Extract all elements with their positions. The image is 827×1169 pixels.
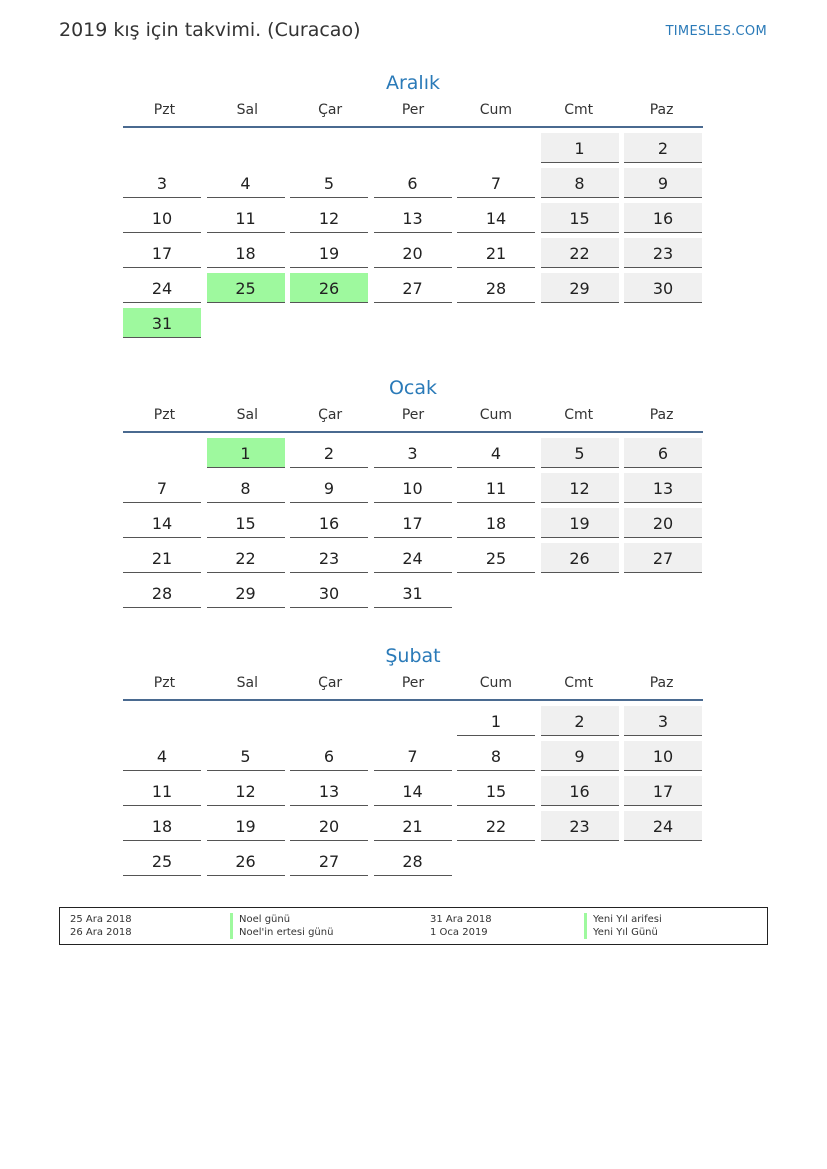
day-cell[interactable]: 24 (624, 811, 702, 841)
legend-name: Yeni Yıl arifesi (584, 913, 662, 926)
day-cell[interactable]: 19 (541, 508, 619, 538)
weekday-label: Per (401, 675, 425, 691)
day-cell[interactable]: 23 (290, 543, 368, 573)
weekday-label: Sal (236, 675, 258, 691)
weekday-label: Paz (649, 102, 674, 118)
weekday-label: Cum (479, 675, 513, 691)
day-cell[interactable]: 5 (290, 168, 368, 198)
day-cell[interactable]: 4 (207, 168, 285, 198)
day-cell[interactable]: 9 (541, 741, 619, 771)
day-cell[interactable]: 4 (457, 438, 535, 468)
day-cell[interactable]: 1 (541, 133, 619, 163)
day-cell[interactable]: 29 (541, 273, 619, 303)
day-cell[interactable]: 16 (624, 203, 702, 233)
day-cell[interactable]: 3 (123, 168, 201, 198)
weekday-label: Çar (318, 675, 343, 691)
weekday-label: Pzt (153, 407, 176, 423)
day-cell[interactable]: 4 (123, 741, 201, 771)
empty-day-cell (123, 706, 201, 736)
weekday-label: Per (401, 407, 425, 423)
legend-date: 31 Ara 2018 (430, 914, 492, 925)
day-cell[interactable]: 15 (457, 776, 535, 806)
day-cell[interactable]: 23 (624, 238, 702, 268)
day-cell[interactable]: 11 (207, 203, 285, 233)
day-cell[interactable]: 6 (290, 741, 368, 771)
day-cell[interactable]: 20 (624, 508, 702, 538)
weekday-label: Per (401, 102, 425, 118)
day-cell[interactable]: 31 (374, 578, 452, 608)
day-cell[interactable]: 5 (541, 438, 619, 468)
month-block (123, 373, 703, 608)
empty-day-cell (207, 706, 285, 736)
day-cell[interactable]: 20 (374, 238, 452, 268)
legend-date: 1 Oca 2019 (430, 927, 488, 938)
day-cell[interactable]: 30 (290, 578, 368, 608)
day-cell[interactable]: 12 (290, 203, 368, 233)
day-cell[interactable]: 13 (624, 473, 702, 503)
month-name: Şubat (385, 645, 441, 667)
day-cell[interactable]: 17 (374, 508, 452, 538)
day-cell[interactable]: 11 (123, 776, 201, 806)
day-cell[interactable]: 21 (374, 811, 452, 841)
day-grid (123, 133, 703, 338)
day-cell[interactable]: 24 (123, 273, 201, 303)
legend-name: Noel günü (230, 913, 290, 926)
weekday-header (123, 403, 703, 433)
day-cell[interactable]: 8 (207, 473, 285, 503)
day-cell[interactable]: 28 (374, 846, 452, 876)
empty-day-cell (374, 706, 452, 736)
day-cell[interactable]: 13 (374, 203, 452, 233)
day-cell[interactable]: 10 (374, 473, 452, 503)
legend-name: Noel'in ertesi günü (230, 926, 333, 939)
day-cell[interactable]: 14 (457, 203, 535, 233)
day-cell[interactable]: 26 (541, 543, 619, 573)
day-cell[interactable]: 17 (123, 238, 201, 268)
day-cell[interactable]: 12 (541, 473, 619, 503)
day-cell[interactable]: 3 (374, 438, 452, 468)
day-cell[interactable]: 2 (541, 706, 619, 736)
day-cell[interactable]: 3 (624, 706, 702, 736)
day-cell[interactable]: 27 (290, 846, 368, 876)
month-name: Ocak (388, 377, 438, 399)
weekday-label: Pzt (153, 102, 176, 118)
weekday-label: Cum (479, 407, 513, 423)
empty-day-cell (374, 133, 452, 163)
day-cell[interactable]: 14 (123, 508, 201, 538)
day-cell[interactable]: 6 (374, 168, 452, 198)
day-cell[interactable]: 1 (207, 438, 285, 468)
day-cell[interactable]: 28 (457, 273, 535, 303)
weekday-label: Paz (649, 675, 674, 691)
day-cell[interactable]: 15 (541, 203, 619, 233)
weekday-header (123, 671, 703, 701)
empty-day-cell (290, 706, 368, 736)
weekday-label: Çar (318, 407, 343, 423)
page-title: 2019 kış için takvimi. (Curacao) (59, 19, 361, 41)
day-cell[interactable]: 24 (374, 543, 452, 573)
day-cell[interactable]: 7 (457, 168, 535, 198)
day-cell[interactable]: 21 (123, 543, 201, 573)
weekday-label: Pzt (153, 675, 176, 691)
day-cell[interactable]: 30 (624, 273, 702, 303)
day-cell[interactable]: 26 (207, 846, 285, 876)
day-cell[interactable]: 31 (123, 308, 201, 338)
day-cell[interactable]: 11 (457, 473, 535, 503)
day-cell[interactable]: 9 (624, 168, 702, 198)
day-cell[interactable]: 12 (207, 776, 285, 806)
empty-day-cell (207, 133, 285, 163)
day-cell[interactable]: 19 (207, 811, 285, 841)
day-cell[interactable]: 13 (290, 776, 368, 806)
day-cell[interactable]: 10 (624, 741, 702, 771)
weekday-header (123, 98, 703, 128)
day-cell[interactable]: 22 (541, 238, 619, 268)
weekday-label: Cmt (564, 675, 594, 691)
month-block (123, 641, 703, 876)
legend-date: 25 Ara 2018 (70, 914, 132, 925)
day-cell[interactable]: 29 (207, 578, 285, 608)
site-link[interactable]: TIMESLES.COM (665, 24, 767, 39)
day-cell[interactable]: 16 (541, 776, 619, 806)
weekday-label: Sal (236, 102, 258, 118)
day-cell[interactable]: 27 (624, 543, 702, 573)
weekday-label: Paz (649, 407, 674, 423)
month-block (123, 68, 703, 338)
day-cell[interactable]: 10 (123, 203, 201, 233)
weekday-label: Çar (318, 102, 343, 118)
day-cell[interactable]: 1 (457, 706, 535, 736)
weekday-label: Sal (236, 407, 258, 423)
day-grid (123, 706, 703, 876)
weekday-label: Cum (479, 102, 513, 118)
day-cell[interactable]: 22 (207, 543, 285, 573)
day-cell[interactable]: 23 (541, 811, 619, 841)
legend-name: Yeni Yıl Günü (584, 926, 658, 939)
day-cell[interactable]: 5 (207, 741, 285, 771)
day-cell[interactable]: 15 (207, 508, 285, 538)
day-cell[interactable]: 8 (457, 741, 535, 771)
day-cell[interactable]: 25 (457, 543, 535, 573)
day-cell[interactable]: 7 (123, 473, 201, 503)
day-cell[interactable]: 25 (207, 273, 285, 303)
holiday-legend (59, 907, 768, 945)
day-cell[interactable]: 18 (207, 238, 285, 268)
empty-day-cell (123, 438, 201, 468)
weekday-label: Cmt (564, 407, 594, 423)
empty-day-cell (457, 133, 535, 163)
day-cell[interactable]: 14 (374, 776, 452, 806)
day-cell[interactable]: 25 (123, 846, 201, 876)
day-cell[interactable]: 18 (457, 508, 535, 538)
day-cell[interactable]: 2 (624, 133, 702, 163)
day-grid (123, 438, 703, 608)
day-cell[interactable]: 22 (457, 811, 535, 841)
day-cell[interactable]: 17 (624, 776, 702, 806)
day-cell[interactable]: 9 (290, 473, 368, 503)
day-cell[interactable]: 21 (457, 238, 535, 268)
day-cell[interactable]: 6 (624, 438, 702, 468)
empty-day-cell (123, 133, 201, 163)
day-cell[interactable]: 19 (290, 238, 368, 268)
month-name: Aralık (385, 72, 440, 94)
day-cell[interactable]: 8 (541, 168, 619, 198)
day-cell[interactable]: 26 (290, 273, 368, 303)
day-cell[interactable]: 7 (374, 741, 452, 771)
day-cell[interactable]: 20 (290, 811, 368, 841)
day-cell[interactable]: 18 (123, 811, 201, 841)
weekday-label: Cmt (564, 102, 594, 118)
day-cell[interactable]: 16 (290, 508, 368, 538)
legend-date: 26 Ara 2018 (70, 927, 132, 938)
day-cell[interactable]: 28 (123, 578, 201, 608)
day-cell[interactable]: 27 (374, 273, 452, 303)
empty-day-cell (290, 133, 368, 163)
day-cell[interactable]: 2 (290, 438, 368, 468)
